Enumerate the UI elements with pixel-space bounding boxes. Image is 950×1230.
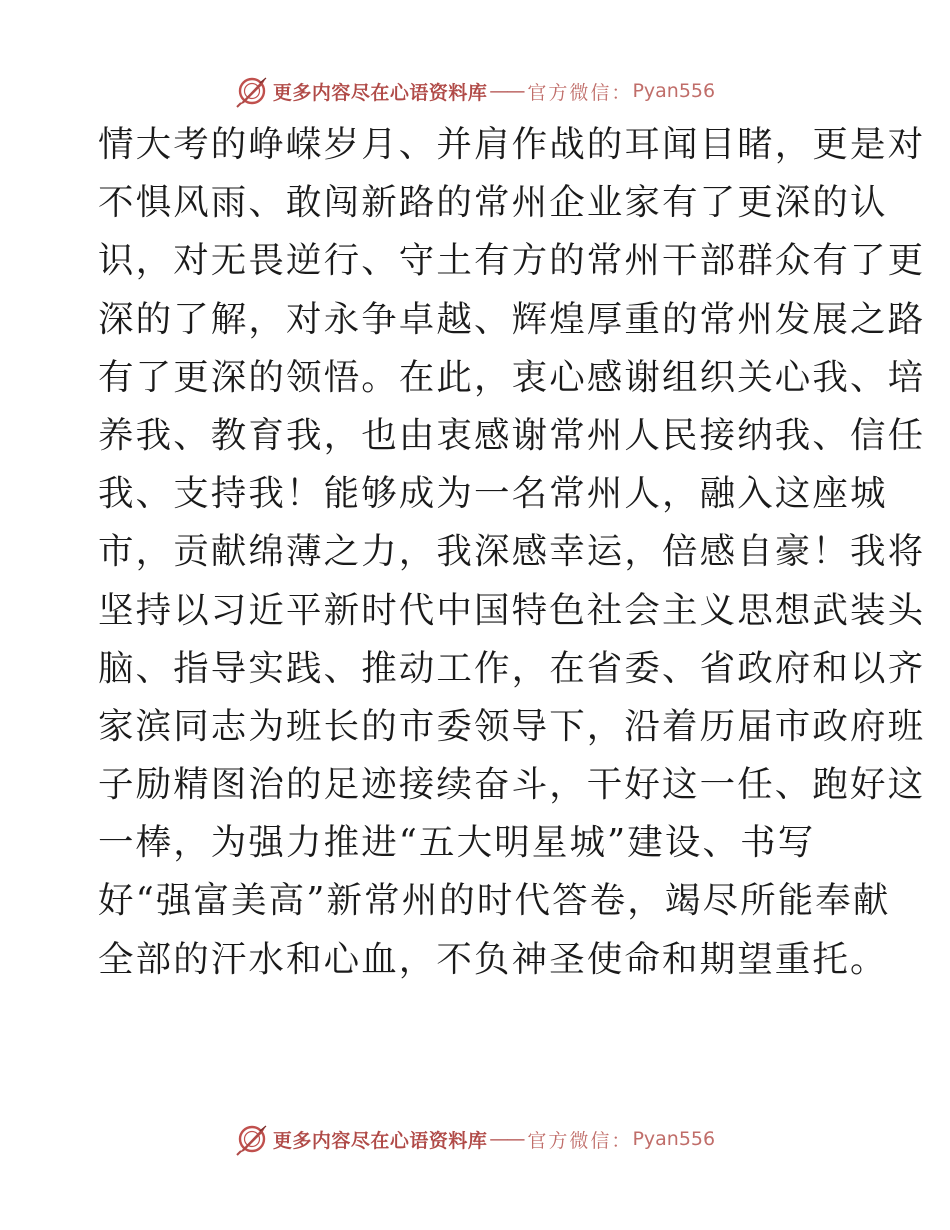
header-banner bbox=[0, 71, 950, 111]
body-line-1: 情大考的峥嵘岁月、并肩作战的耳闻目睹，更是对 bbox=[98, 124, 926, 165]
banner-dash: —— bbox=[489, 80, 524, 102]
body-line-12: 子励精图治的足迹接续奋斗，干好这一任、跑好这 bbox=[98, 764, 926, 806]
body-line-6: 养我、教育我，也由衷感谢常州人民接纳我、信任 bbox=[98, 414, 926, 456]
body-line-10: 脑、指导实践、推动工作，在省委、省政府和以齐 bbox=[98, 647, 926, 689]
body-line-15: 全部的汗水和心血，不负神圣使命和期望重托。 bbox=[98, 938, 888, 980]
body-line-4: 深的了解，对永争卓越、辉煌厚重的常州发展之路 bbox=[98, 298, 926, 340]
body-line-11: 家滨同志为班长的市委领导下，沿着历届市政府班 bbox=[98, 705, 926, 747]
document-body bbox=[98, 116, 926, 989]
footer-banner bbox=[0, 1119, 950, 1159]
body-line-9: 坚持以习近平新时代中国特色社会主义思想武装头 bbox=[98, 589, 926, 631]
body-line-13: 一棒，为强力推进“五大明星城”建设、书写 bbox=[98, 822, 816, 864]
body-line-8: 市，贡献绵薄之力，我深感幸运，倍感自豪！我将 bbox=[98, 531, 926, 573]
body-line-2: 不惧风雨、敢闯新路的常州企业家有了更深的认 bbox=[98, 182, 888, 224]
quill-pen-logo-icon bbox=[235, 1122, 269, 1156]
banner-wechat-id: Pyan556 bbox=[632, 80, 716, 102]
banner-main-text: 更多内容尽在心语资料库 bbox=[272, 81, 488, 104]
quill-pen-logo-icon bbox=[235, 74, 269, 108]
banner-wechat-id: Pyan556 bbox=[632, 1128, 716, 1150]
body-line-3: 识，对无畏逆行、守土有方的常州干部群众有了更 bbox=[98, 240, 926, 282]
body-line-14: 好“强富美高”新常州的时代答卷，竭尽所能奉献 bbox=[98, 880, 891, 922]
banner-dash: —— bbox=[489, 1128, 524, 1150]
banner-wechat-label: 官方微信： bbox=[527, 81, 633, 104]
banner-main-text: 更多内容尽在心语资料库 bbox=[272, 1129, 488, 1152]
banner-wechat-label: 官方微信： bbox=[527, 1129, 633, 1152]
body-line-5: 有了更深的领悟。在此，衷心感谢组织关心我、培 bbox=[98, 356, 926, 398]
body-line-7: 我、支持我！能够成为一名常州人，融入这座城 bbox=[98, 473, 888, 515]
